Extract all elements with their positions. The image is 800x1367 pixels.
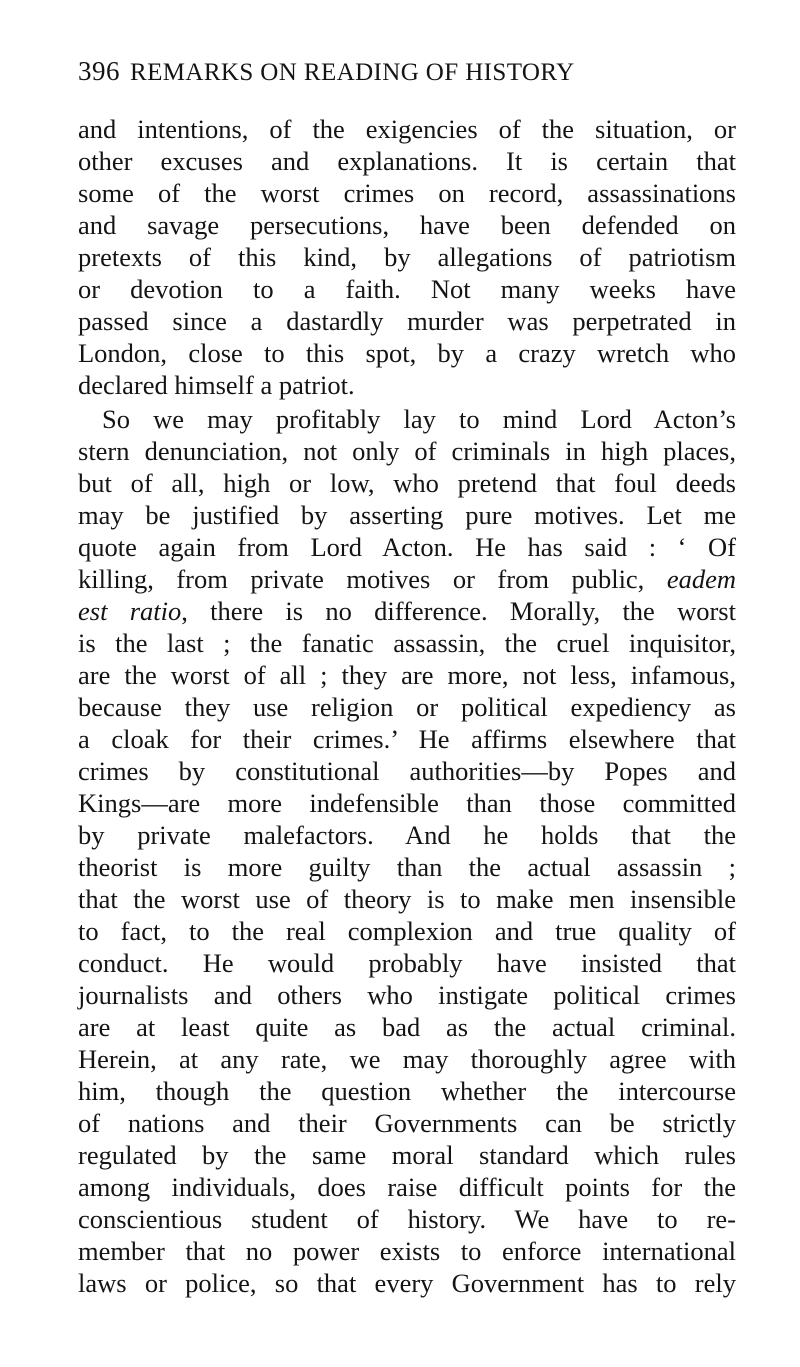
text-line: conduct. He would probably have insisted that — [78, 948, 736, 978]
text-line: London, close to this spot, by a crazy wretch who — [78, 338, 736, 368]
text-line — [78, 563, 736, 595]
italic-phrase: est ratio — [78, 596, 182, 626]
text-line — [78, 595, 736, 627]
text-segment: , there is no difference. Morally, the worst — [181, 596, 736, 626]
text-line: because they use religion or political expediency as — [78, 692, 736, 722]
text-line: or devotion to a faith. Not many weeks have — [78, 274, 736, 304]
text-line: to fact, to the real complexion and true quality of — [78, 916, 736, 946]
text-line: among individuals, does raise difficult points for the — [78, 1172, 736, 1202]
text-line: but of all, high or low, who pretend that foul deeds — [78, 468, 736, 498]
text-line: Kings—are more indefensible than those committed — [78, 788, 736, 818]
text-line: crimes by constitutional authorities—by Popes and — [78, 756, 736, 786]
text-line: Herein, at any rate, we may thoroughly agree with — [78, 1044, 736, 1074]
text-line: a cloak for their crimes.’ He affirms elsewhere that — [78, 724, 736, 754]
text-line: that the worst use of theory is to make men insensible — [78, 884, 736, 914]
text-line: of nations and their Governments can be strictly — [78, 1108, 736, 1138]
text-line: passed since a dastardly murder was perpetrated in — [78, 306, 736, 336]
text-line: journalists and others who instigate political crimes — [78, 980, 736, 1010]
text-line: and intentions, of the exigencies of the situation, or — [78, 114, 736, 144]
text-line: conscientious student of history. We have to re- — [78, 1204, 736, 1234]
page-number: 396 — [78, 56, 120, 86]
text-line: some of the worst crimes on record, assassinations — [78, 178, 736, 208]
text-line: pretexts of this kind, by allegations of patriotism — [78, 242, 736, 272]
text-line: theorist is more guilty than the actual assassin ; — [78, 852, 736, 882]
text-line: member that no power exists to enforce international — [78, 1236, 736, 1266]
text-segment: killing, from private motives or from public, — [78, 564, 645, 594]
paragraph-first-line: So we may profitably lay to mind Lord Acton’s — [102, 404, 736, 434]
text-line: declared himself a patriot. — [78, 370, 355, 400]
running-title: REMARKS ON READING OF HISTORY — [130, 59, 575, 86]
text-line: laws or police, so that every Government has to rely — [78, 1268, 736, 1298]
text-line: stern denunciation, not only of criminals in high places, — [78, 436, 736, 466]
text-line: are at least quite as bad as the actual criminal. — [78, 1012, 736, 1042]
text-line: is the last ; the fanatic assassin, the cruel inquisitor, — [78, 628, 736, 658]
italic-phrase: eadem — [666, 564, 736, 594]
text-line: quote again from Lord Acton. He has said : ‘ Of — [78, 532, 736, 562]
text-line: may be justified by asserting pure motives. Let me — [78, 500, 736, 530]
text-line: regulated by the same moral standard which rules — [78, 1140, 736, 1170]
text-line: him, though the question whether the intercourse — [78, 1076, 736, 1106]
text-line: are the worst of all ; they are more, not less, infamous, — [78, 660, 736, 690]
text-line: and savage persecutions, have been defended on — [78, 210, 736, 240]
text-line: other excuses and explanations. It is certain that — [78, 146, 736, 176]
text-line: by private malefactors. And he holds that the — [78, 820, 736, 850]
page-header — [78, 56, 728, 96]
